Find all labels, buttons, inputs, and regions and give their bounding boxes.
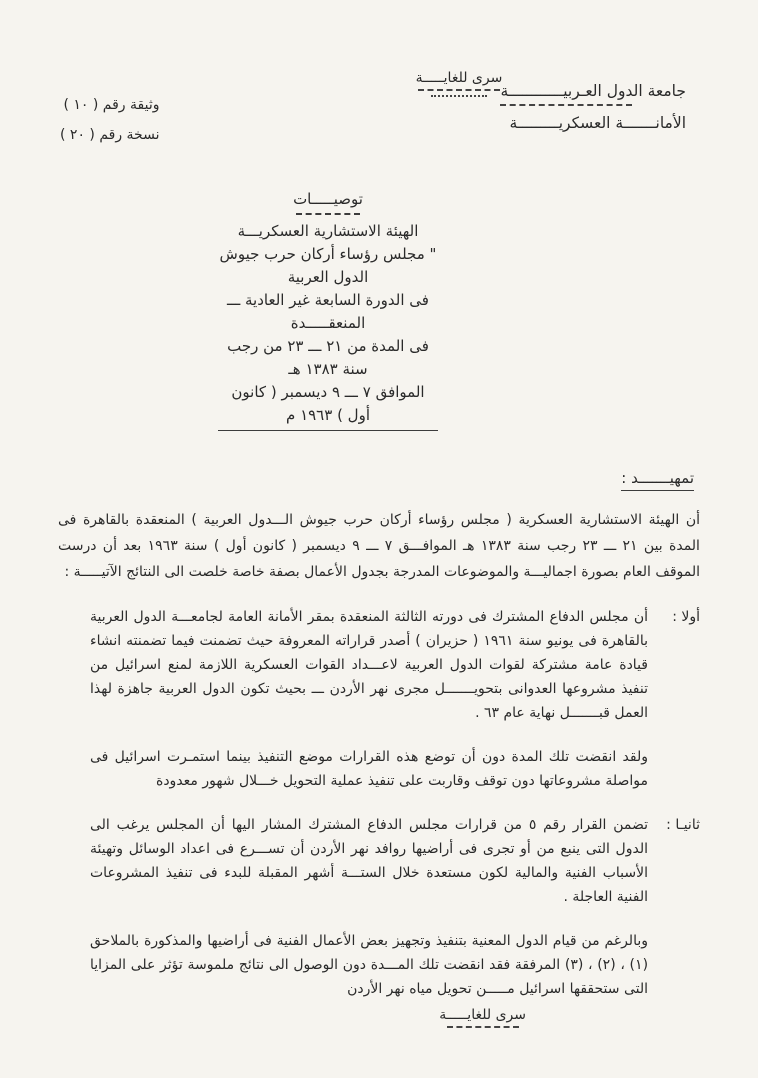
title-line: الهيئة الاستشارية العسكريـــة — [237, 222, 419, 240]
section-label: ثانيـا : — [666, 817, 700, 833]
org-name-line: جامعة الدول العـربيــــــــــــة — [500, 82, 686, 100]
section-first — [58, 605, 700, 793]
preamble-heading — [621, 469, 694, 491]
section-paragraphs — [90, 605, 648, 793]
section-second — [58, 813, 700, 1001]
section-paragraph: تضمن القرار رقم ٥ من قرارات مجلس الدفاع المشترك المشار اليها أن المجلس يرغب الى الدول التى ينبع من أو تجرى فى أراضيها روافد نهر الأردن أن تســـرع فى اعداد الوسائل وتهيئة الأسباب الفنية والمالية لكون مستعدة خلال الستـــة أشهر المقبلة للبدء فى تنفيذ المشروعات الفنية العاجلة . — [90, 817, 649, 905]
preamble-heading-text: تمهيـــــــد : — [621, 469, 694, 491]
section-paragraph: ولقد انقضت تلك المدة دون أن توضع هذه القرارات موضع التنفيذ بينما استمـرت اسرائيل فى مواصلة مشروعاتها دون توقف وقاربت على تنفيذ عملية التحويل خـــلال شهور معدودة — [90, 749, 648, 789]
title-line: فى الدورة السابعة غير العادية ـــ المنعقـــــدة — [227, 291, 429, 332]
underline-dot-decoration — [431, 95, 487, 97]
title-underline-decoration — [296, 213, 360, 215]
classification-top — [404, 70, 514, 97]
title-line: " مجلس رؤساء أركان حرب جيوش الدول العربية — [219, 245, 437, 286]
title-line: الموافق ٧ ـــ ٩ ديسمبر ( كانون أول ) ١٩٦٣ م — [218, 381, 438, 431]
org-header — [500, 80, 686, 134]
section-paragraph: أن مجلس الدفاع المشترك فى دورته الثالثة المنعقدة بمقر الأمانة العامة لجامعـــة الدول العربية بالقاهرة فى يونيو سنة ١٩٦١ ( حزيران ) أصدر قراراته المعروفة حيث تضمنت فيما تضمنته انشاء قيادة عامة مشتركة لقوات الدول العربية لاعـــداد القوات العسكرية اللازمة لمنع اسرائيل من تنفيذ مشروعها العدوانى بتحويـــــــل مجرى نهر الأردن ـــ بحيث تكون الدول العربية جاهزة لهذا العمل قبـــــــل نهاية عام ٦٣ . — [90, 609, 648, 721]
preamble-text: أن الهيئة الاستشارية العسكرية ( مجلس رؤساء أركان حرب جيوش الـــدول العربية ) المنعقدة بالقاهرة فى المدة بين ٢١ ـــ ٢٣ رجب سنة ١٣٨٣ هـ الموافـــق ٧ ـــ ٩ ديسمبر ( كانون أول ) سنة ١٩٦٣ بعد أن درست الموقف العام بصورة اجماليـــة والموضوعات المدرجة بجدول الأعمال بصفة خاصة خلصت الى النتائج الآتيـــــة : — [58, 512, 700, 580]
title-line: فى المدة من ٢١ ـــ ٢٣ من رجب سنة ١٣٨٣ هـ — [227, 337, 429, 378]
classification-bottom — [439, 1007, 526, 1028]
underline-dash-decoration — [447, 1026, 519, 1028]
document-numbers — [60, 90, 159, 150]
copy-number: نسخة رقم ( ٢٠ ) — [60, 127, 160, 143]
section-label: أولا : — [672, 609, 700, 625]
classification-top-text: سرى للغايـــــة — [415, 70, 503, 86]
military-secretariat-line: الأمانـــــــة العسكريـــــــــة — [509, 114, 686, 132]
title-block — [218, 188, 438, 431]
classification-bottom-text: سرى للغايـــــة — [439, 1007, 526, 1023]
underline-dash-decoration — [418, 89, 500, 91]
section-paragraphs — [90, 813, 648, 1001]
org-underline-decoration — [500, 104, 632, 106]
section-paragraph: وبالرغم من قيام الدول المعنية بتنفيذ وتجهيز بعض الأعمال الفنية فى أراضيها والمذكورة بالملاحق (١) ، (٢) ، (٣) المرفقة فقد انقضت تلك المـــدة دون الوصول الى نتائج ملموسة تؤثر على المزايا التى ستحققها اسرائيل مـــــن تحويل مياه نهر الأردن — [90, 933, 649, 997]
recommendations-title: توصيـــــات — [293, 190, 363, 208]
document-number: وثيقة رقم ( ١٠ ) — [63, 97, 160, 113]
